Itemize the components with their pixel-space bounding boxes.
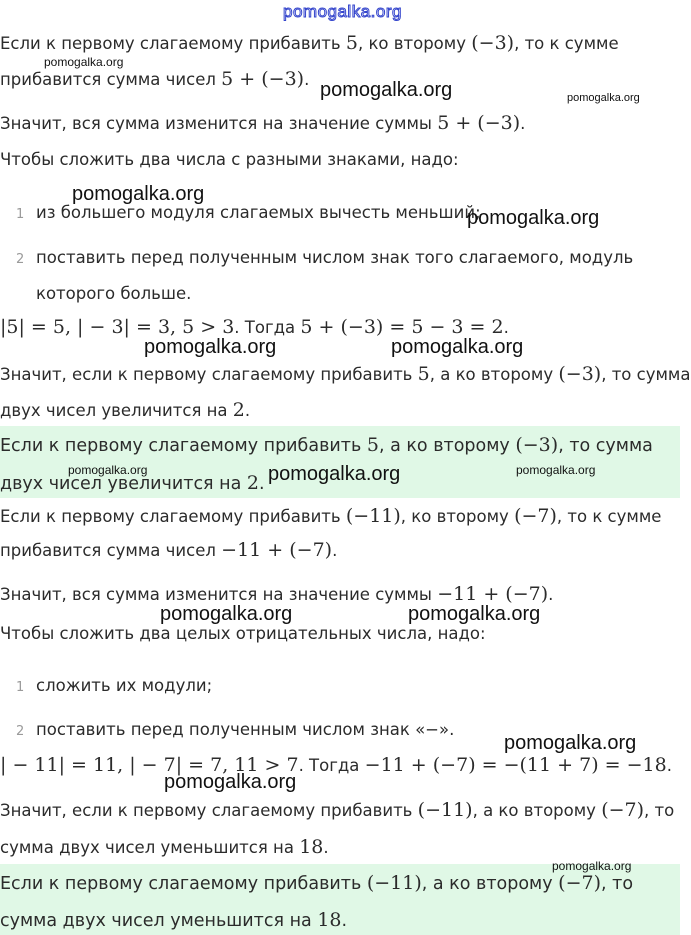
text-line: прибавится сумма чисел 5 + (−3). — [0, 68, 310, 90]
list-number: 1 — [16, 207, 25, 222]
watermark: pomogalka.org — [320, 79, 453, 101]
highlight-line: Если к первому слагаемому прибавить 5, а ко второму (−3), то сумма — [0, 434, 653, 456]
text-line: Чтобы сложить два целых отрицательных числа, надо: — [0, 624, 486, 643]
list-item: сложить их модули; — [36, 676, 213, 695]
text-line: Значит, если к первому слагаемому прибавить 5, а ко второму (−3), то сумма — [0, 363, 691, 385]
list-item: из большего модуля слагаемых вычесть меньший; — [36, 203, 481, 222]
text-line: | − 11| = 11, | − 7| = 7, 11 > 7. Тогда −11 + (−7) = −(11 + 7) = −18. — [0, 754, 672, 776]
text-line: двух чисел увеличится на 2. — [0, 399, 251, 421]
text-line: Значит, если к первому слагаемому прибавить (−11), а ко второму (−7), то — [0, 799, 675, 821]
text-line: Если к первому слагаемому прибавить 5, ко второму (−3), то к сумме — [0, 32, 619, 54]
text-line: Чтобы сложить два числа с разными знаками, надо: — [0, 150, 459, 169]
list-number: 2 — [16, 724, 25, 739]
list-number: 1 — [16, 680, 25, 695]
watermark: pomogalka.org — [504, 732, 637, 754]
watermark: pomogalka.org — [552, 859, 632, 873]
watermark: pomogalka.org — [516, 463, 596, 477]
watermark: pomogalka.org — [408, 603, 541, 625]
watermark: pomogalka.org — [164, 771, 297, 793]
text-line: Если к первому слагаемому прибавить (−11), ко второму (−7), то к сумме — [0, 505, 662, 527]
watermark: pomogalka.org — [160, 603, 293, 625]
highlight-line: двух чисел увеличится на 2. — [0, 472, 265, 494]
text-line: |5| = 5, | − 3| = 3, 5 > 3. Тогда 5 + (−3) = 5 − 3 = 2. — [0, 316, 509, 338]
watermark-top: pomogalka.org — [283, 2, 402, 21]
watermark: pomogalka.org — [567, 92, 640, 104]
highlight-line: Если к первому слагаемому прибавить (−11), а ко второму (−7), то — [0, 872, 634, 894]
watermark: pomogalka.org — [391, 336, 524, 358]
watermark: pomogalka.org — [68, 463, 148, 477]
list-item: поставить перед полученным числом знак «−». — [36, 720, 455, 739]
text-line: сумма двух чисел уменьшится на 18. — [0, 836, 329, 858]
text-line: Значит, вся сумма изменится на значение суммы 5 + (−3). — [0, 112, 526, 134]
list-item: которого больше. — [36, 284, 192, 303]
text-line: прибавится сумма чисел −11 + (−7). — [0, 539, 338, 561]
list-number: 2 — [16, 252, 25, 267]
watermark: pomogalka.org — [44, 55, 124, 69]
watermark: pomogalka.org — [72, 183, 205, 205]
text-line: Значит, вся сумма изменится на значение суммы −11 + (−7). — [0, 583, 554, 605]
list-item: поставить перед полученным числом знак того слагаемого, модуль — [36, 248, 634, 267]
watermark: pomogalka.org — [467, 207, 600, 229]
watermark: pomogalka.org — [144, 336, 277, 358]
highlight-line: сумма двух чисел уменьшится на 18. — [0, 909, 348, 931]
watermark: pomogalka.org — [268, 463, 401, 485]
